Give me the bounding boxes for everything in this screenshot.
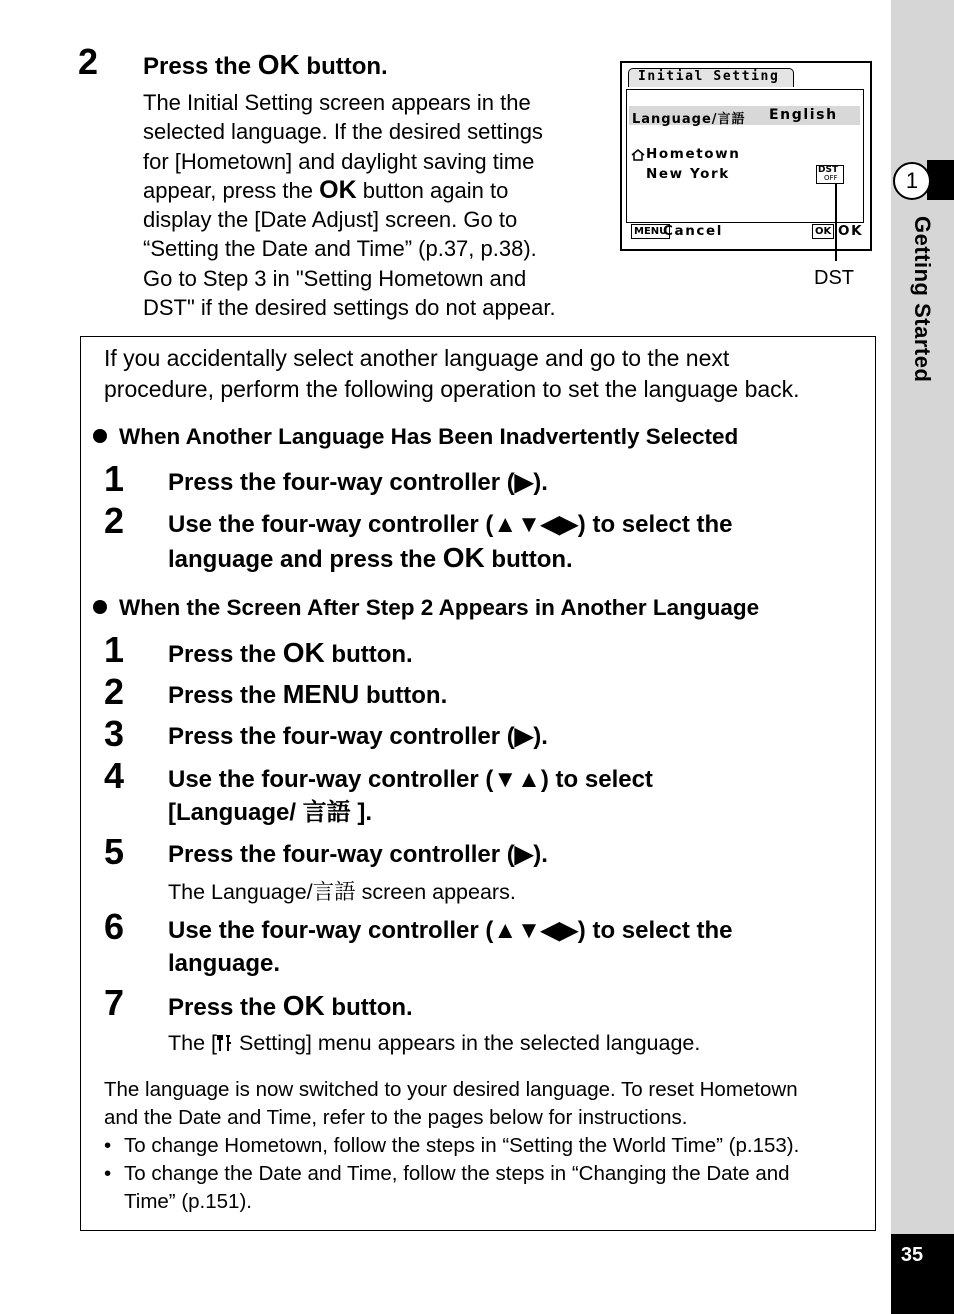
step-text-suffix: button. (484, 546, 573, 573)
step-description (143, 88, 603, 322)
step-text-line: Use the four-way controller (▲▼◀▶) to select the (168, 917, 733, 944)
cancel-label: Cancel (663, 223, 724, 239)
chapter-number: 1 (893, 162, 931, 200)
step-text-suffix: button. (359, 682, 448, 709)
step-number: 3 (104, 713, 125, 754)
description-line (143, 176, 603, 205)
dst-callout-line (835, 183, 837, 261)
dst-icon-bottom-text: OFF (824, 174, 838, 182)
description-line: selected language. If the desired settings (143, 119, 543, 145)
step-text-line: Use the four-way controller (▲▼◀▶) to select the (168, 511, 733, 538)
step-number: 7 (104, 982, 125, 1023)
step-number: 4 (104, 755, 125, 796)
step-text-prefix: Press the (168, 641, 283, 668)
step-text-line: [Language/ 言語 ]. (168, 799, 372, 826)
section-title: When the Screen After Step 2 Appears in Another Language (119, 595, 760, 620)
list-item-text: To change Hometown, follow the steps in “Setting the World Time” (p.153). (124, 1134, 800, 1157)
chapter-number-bar (927, 160, 954, 200)
description-line: The Initial Setting screen appears in the (143, 90, 531, 115)
ok-button-glyph: OK (282, 990, 325, 1021)
ok-button-glyph: OK (319, 175, 357, 204)
intro-line: procedure, perform the following operation to set the language back. (104, 376, 800, 402)
step-text-prefix: Press the (168, 682, 283, 709)
description-line: display the [Date Adjust] screen. Go to (143, 207, 518, 233)
camera-screen-title: Initial Setting (638, 69, 780, 84)
description-line: Go to Step 3 in "Setting Hometown and (143, 265, 527, 291)
step-text (168, 989, 413, 1024)
menu-button-glyph: MENU (282, 679, 360, 709)
step-note: The Language/言語 screen appears. (168, 880, 516, 904)
step-text-line (168, 541, 733, 576)
hometown-value: New York (646, 166, 730, 182)
home-icon (631, 149, 645, 161)
step-text: Press the four-way controller (▶). (168, 723, 548, 750)
reference-list (104, 1132, 869, 1216)
description-line-suffix: button again to (362, 177, 509, 203)
step-number: 5 (104, 831, 125, 872)
page-number: 35 (900, 1244, 924, 1266)
chapter-title: Getting Started (910, 216, 935, 383)
step-heading (143, 48, 388, 83)
box-intro (104, 343, 874, 405)
language-row-label: Language/言語 (632, 112, 746, 127)
description-line: DST" if the desired settings do not appear. (143, 295, 556, 321)
step-text (168, 678, 447, 712)
outro-line: and the Date and Time, refer to the pages below for instructions. (104, 1106, 688, 1129)
step-text-suffix: button. (324, 994, 413, 1021)
step-text (168, 763, 653, 829)
list-item (104, 1132, 869, 1160)
menu-button-icon: MENU (631, 224, 670, 239)
intro-line: If you accidentally select another language and go to the next (104, 345, 730, 371)
step-note-prefix: The [ (168, 1031, 217, 1055)
ok-button-glyph: OK (442, 542, 485, 573)
section-title: When Another Language Has Been Inadvertently Selected (119, 424, 739, 449)
box-outro (104, 1076, 869, 1132)
step-number: 2 (104, 671, 125, 712)
ok-label: OK (838, 223, 864, 239)
section-heading-other-language (93, 593, 759, 623)
bullet-mark: • (104, 1162, 112, 1185)
bullet-dot (93, 600, 107, 614)
dst-off-icon (816, 165, 844, 184)
description-line: for [Hometown] and daylight saving time (143, 148, 535, 174)
step-text: Press the four-way controller (▶). (168, 841, 548, 868)
step-text (168, 914, 733, 980)
bullet-dot (93, 429, 107, 443)
step-note (168, 1029, 700, 1057)
bullet-mark: • (104, 1134, 112, 1157)
step-text-prefix: Press the (168, 994, 283, 1021)
outro-line: The language is now switched to your desired language. To reset Hometown (104, 1078, 798, 1101)
list-item-continuation: Time” (p.151). (124, 1190, 252, 1213)
section-heading-wrong-language (93, 422, 738, 452)
step-text (168, 508, 733, 576)
step-note-suffix: Setting] menu appears in the selected language. (233, 1031, 701, 1055)
step-text-line: language. (168, 950, 281, 977)
list-item-text: To change the Date and Time, follow the steps in “Changing the Date and (124, 1162, 790, 1185)
step-text-line: Use the four-way controller (▼▲) to select (168, 766, 653, 793)
wrench-icon (217, 1034, 233, 1052)
step-text: Press the four-way controller (▶). (168, 469, 548, 496)
step-number: 1 (104, 629, 125, 670)
ok-button-glyph: OK (257, 49, 300, 80)
step-number: 6 (104, 906, 125, 947)
step-text-prefix: language and press the (168, 546, 443, 573)
step-number: 2 (104, 500, 125, 541)
step-number: 1 (104, 458, 125, 499)
ok-button-icon: OK (812, 224, 834, 239)
list-item (104, 1160, 869, 1188)
step-text-suffix: button. (324, 641, 413, 668)
language-row-value: English (769, 107, 838, 123)
description-line-prefix: appear, press the (143, 177, 320, 203)
dst-callout-label: DST (814, 267, 854, 289)
step-heading-prefix: Press the (143, 53, 258, 80)
description-line: “Setting the Date and Time” (p.37, p.38). (143, 236, 537, 262)
step-text (168, 636, 413, 671)
hometown-label: Hometown (646, 146, 741, 162)
step-heading-suffix: button. (299, 53, 388, 80)
ok-button-glyph: OK (282, 637, 325, 668)
dst-icon-top-text: DST (818, 165, 839, 175)
step-number: 2 (78, 41, 99, 82)
